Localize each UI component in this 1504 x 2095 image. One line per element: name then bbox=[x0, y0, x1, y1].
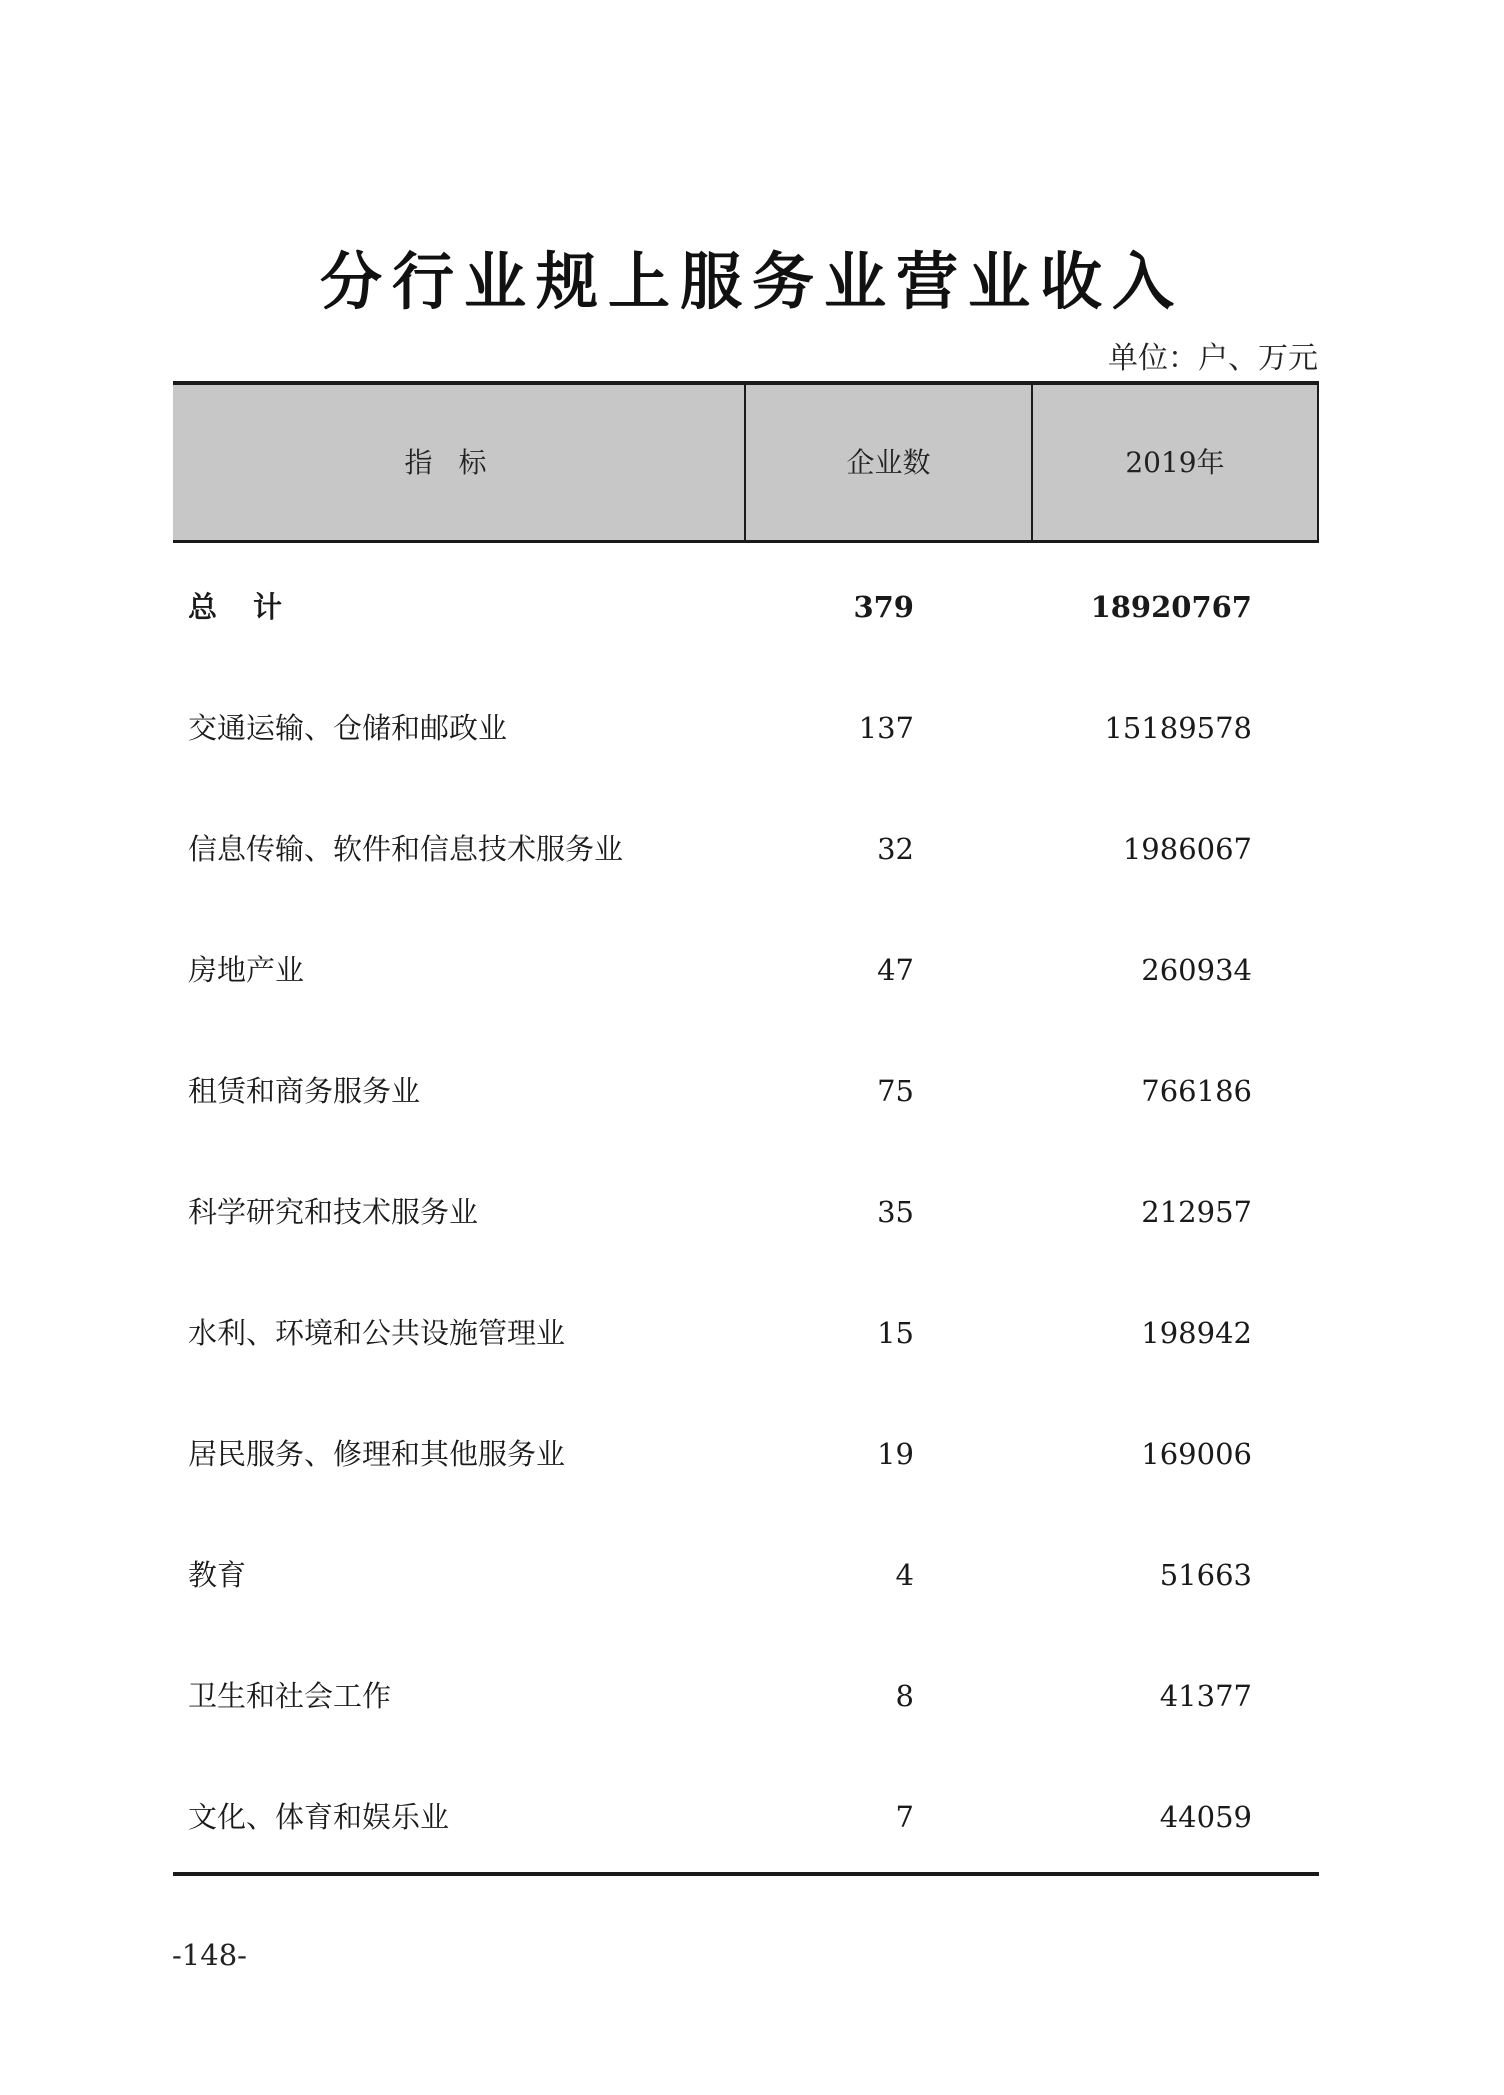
row-revenue: 41377 bbox=[1159, 1679, 1252, 1713]
page-title: 分行业规上服务业营业收入 bbox=[319, 245, 1184, 318]
row-revenue: 18920767 bbox=[1090, 590, 1252, 624]
table-row bbox=[173, 1027, 1319, 1148]
row-revenue: 169006 bbox=[1141, 1437, 1252, 1471]
row-count: 15 bbox=[877, 1316, 914, 1350]
row-count: 7 bbox=[895, 1800, 914, 1834]
page-number: -148- bbox=[172, 1938, 247, 1972]
row-count: 32 bbox=[877, 832, 914, 866]
row-count: 75 bbox=[877, 1074, 914, 1108]
table-row bbox=[173, 1632, 1319, 1753]
row-count: 19 bbox=[877, 1437, 914, 1471]
row-name: 科学研究和技术服务业 bbox=[188, 1195, 479, 1229]
row-count: 35 bbox=[877, 1195, 914, 1229]
table-row bbox=[173, 664, 1319, 785]
row-name: 教育 bbox=[188, 1558, 247, 1592]
table-row bbox=[173, 1753, 1319, 1874]
row-revenue: 766186 bbox=[1141, 1074, 1252, 1108]
row-name: 信息传输、软件和信息技术服务业 bbox=[188, 832, 624, 866]
header-enterprise-count: 企业数 bbox=[746, 385, 1033, 540]
row-name: 卫生和社会工作 bbox=[188, 1679, 392, 1713]
row-name: 租赁和商务服务业 bbox=[188, 1074, 421, 1108]
table-row bbox=[173, 785, 1319, 906]
row-name: 文化、体育和娱乐业 bbox=[188, 1800, 450, 1834]
table-bottom-rule bbox=[173, 1872, 1319, 1876]
table-row bbox=[173, 1511, 1319, 1632]
table-row bbox=[173, 1148, 1319, 1269]
revenue-table bbox=[173, 381, 1319, 1874]
header-year: 2019年 bbox=[1033, 385, 1319, 540]
table-row bbox=[173, 906, 1319, 1027]
unit-label: 单位：户、万元 bbox=[1108, 341, 1318, 376]
header-indicator: 指标 bbox=[173, 385, 746, 540]
row-revenue: 1986067 bbox=[1122, 832, 1252, 866]
row-name: 水利、环境和公共设施管理业 bbox=[188, 1316, 566, 1350]
row-count: 47 bbox=[877, 953, 914, 987]
table-row bbox=[173, 1269, 1319, 1390]
table-row bbox=[173, 1390, 1319, 1511]
table-row-total bbox=[173, 543, 1319, 664]
row-revenue: 260934 bbox=[1141, 953, 1252, 987]
row-revenue: 15189578 bbox=[1104, 711, 1252, 745]
row-name: 居民服务、修理和其他服务业 bbox=[188, 1437, 566, 1471]
table-header bbox=[173, 381, 1319, 543]
row-count: 8 bbox=[895, 1679, 914, 1713]
row-revenue: 198942 bbox=[1141, 1316, 1252, 1350]
row-revenue: 51663 bbox=[1159, 1558, 1252, 1592]
row-revenue: 44059 bbox=[1159, 1800, 1252, 1834]
row-count: 4 bbox=[895, 1558, 914, 1592]
row-count: 137 bbox=[858, 711, 914, 745]
table-body bbox=[173, 543, 1319, 1874]
row-count: 379 bbox=[853, 590, 914, 624]
row-name: 房地产业 bbox=[188, 953, 305, 987]
row-name: 总计 bbox=[188, 590, 319, 624]
row-revenue: 212957 bbox=[1141, 1195, 1252, 1229]
row-name: 交通运输、仓储和邮政业 bbox=[188, 711, 508, 745]
